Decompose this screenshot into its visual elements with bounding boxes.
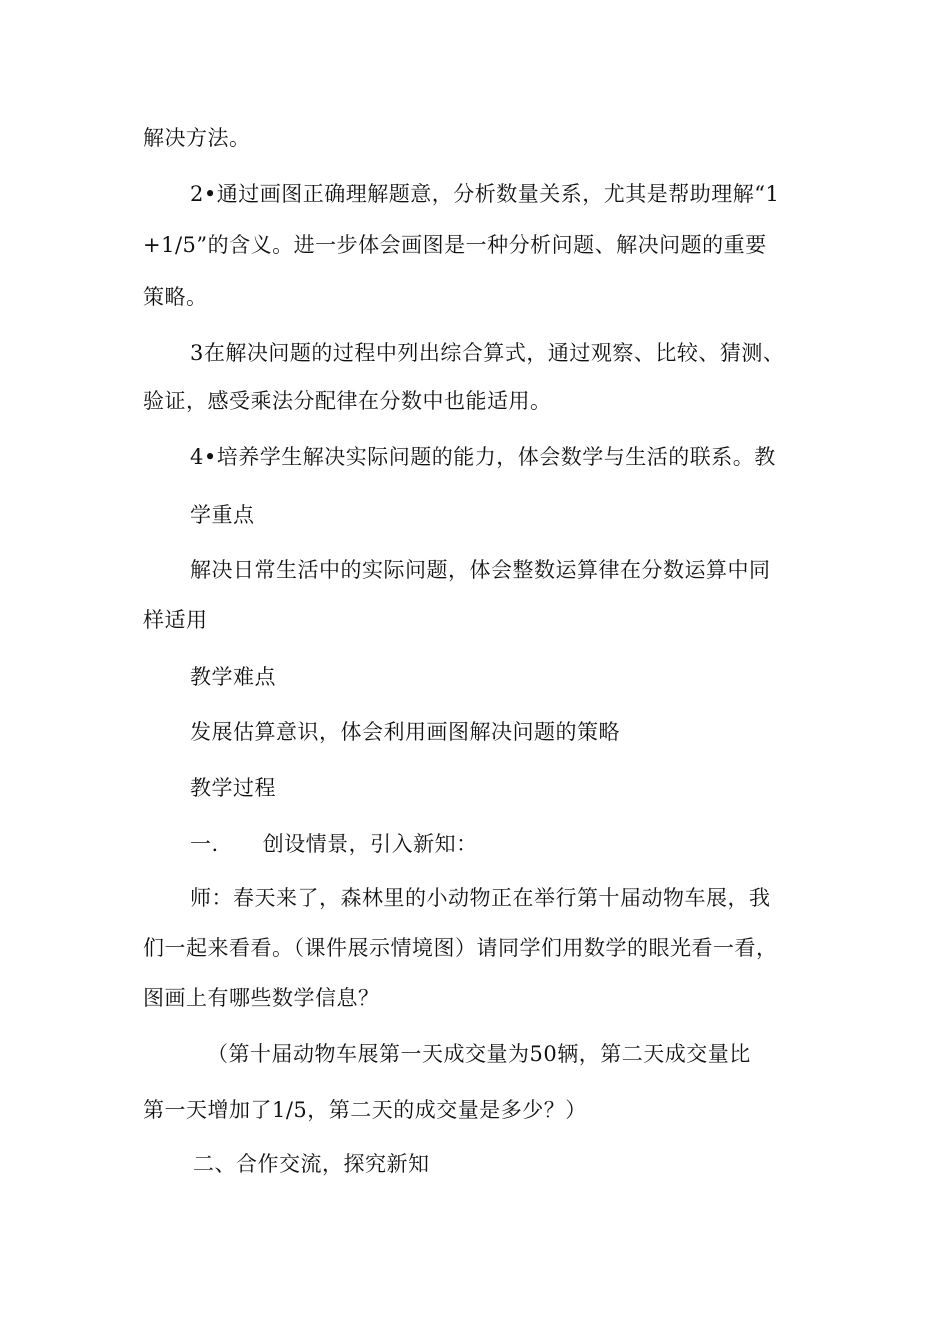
text-line: 解决方法。 <box>143 126 251 150</box>
section-heading: 二、合作交流，探究新知 <box>193 1152 430 1176</box>
text-line: 2•通过画图正确理解题意，分析数量关系，尤其是帮助理解“1 <box>190 182 780 206</box>
text-line: +1/5”的含义。进一步体会画图是一种分析问题、解决问题的重要 <box>143 233 767 257</box>
text-line: （第十届动物车展第一天成交量为50辆，第二天成交量比 <box>207 1042 751 1066</box>
text-line: 样适用 <box>143 608 208 632</box>
text-line: 验证，感受乘法分配律在分数中也能适用。 <box>143 389 552 413</box>
text-line: 策略。 <box>143 285 208 309</box>
text-line: 师：春天来了，森林里的小动物正在举行第十届动物车展，我 <box>190 886 771 910</box>
text-line: 们一起来看看。（课件展示情境图）请同学们用数学的眼光看一看， <box>143 936 778 960</box>
section-heading: 教学过程 <box>190 776 276 800</box>
text-line: 解决日常生活中的实际问题，体会整数运算律在分数运算中同 <box>190 558 771 582</box>
text-line: 第一天增加了1/5，第二天的成交量是多少？） <box>143 1098 587 1122</box>
text-line: 发展估算意识，体会利用画图解决问题的策略 <box>190 720 620 744</box>
section-number: 一. <box>190 832 219 856</box>
text-line: 3在解决问题的过程中列出综合算式，通过观察、比较、猜测、 <box>190 341 785 365</box>
text-line: 4•培养学生解决实际问题的能力，体会数学与生活的联系。教 <box>190 445 776 469</box>
section-heading <box>190 830 478 858</box>
text-line: 图画上有哪些数学信息？ <box>143 986 380 1010</box>
section-heading: 教学难点 <box>190 665 276 689</box>
section-heading: 学重点 <box>190 503 255 527</box>
section-title: 创设情景，引入新知： <box>262 832 478 856</box>
